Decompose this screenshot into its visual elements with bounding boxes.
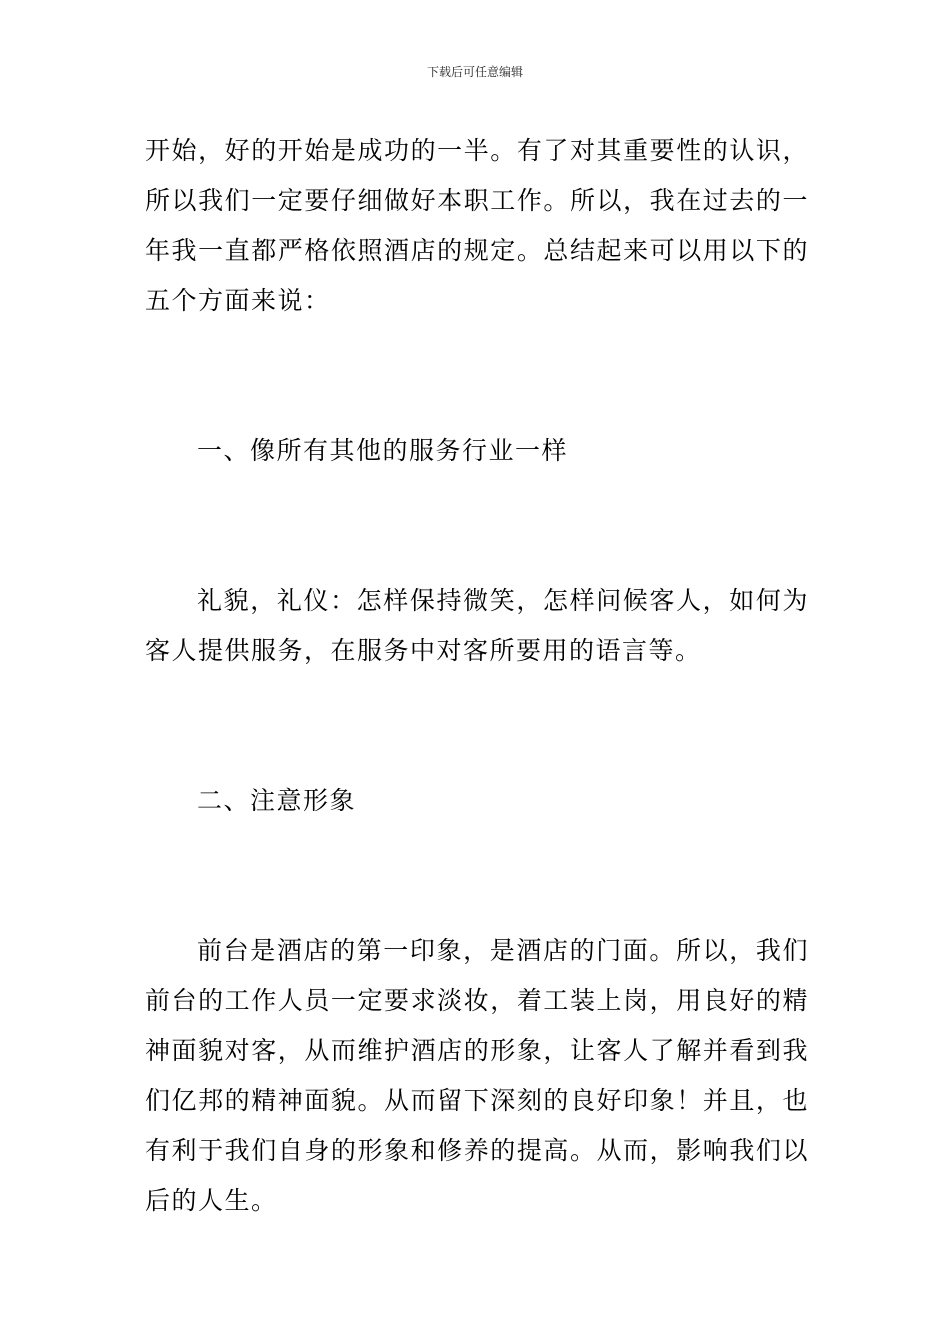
paragraph-image: 前台是酒店的第一印象，是酒店的门面。所以，我们前台的工作人员一定要求淡妆，着工装上岗，用良好的精神面貌对客，从而维护酒店的形象，让客人了解并看到我们亿邦的精神面貌。从而留下深刻的良好印象！并且，也有利于我们自身的形象和修养的提高。从而，影响我们以后的人生。 bbox=[145, 936, 809, 1215]
page-header: 下载后可任意编辑 bbox=[426, 65, 523, 79]
section-heading-1: 一、像所有其他的服务行业一样 bbox=[197, 436, 569, 465]
paragraph-intro: 开始，好的开始是成功的一半。有了对其重要性的认识，所以我们一定要仔细做好本职工作。所以，我在过去的一年我一直都严格依照酒店的规定。总结起来可以用以下的五个方面来说： bbox=[145, 136, 809, 315]
paragraph-etiquette: 礼貌，礼仪：怎样保持微笑，怎样问候客人，如何为客人提供服务，在服务中对客所要用的语言等。 bbox=[145, 586, 809, 665]
document-body bbox=[145, 126, 809, 1226]
section-heading-2: 二、注意形象 bbox=[197, 786, 357, 815]
